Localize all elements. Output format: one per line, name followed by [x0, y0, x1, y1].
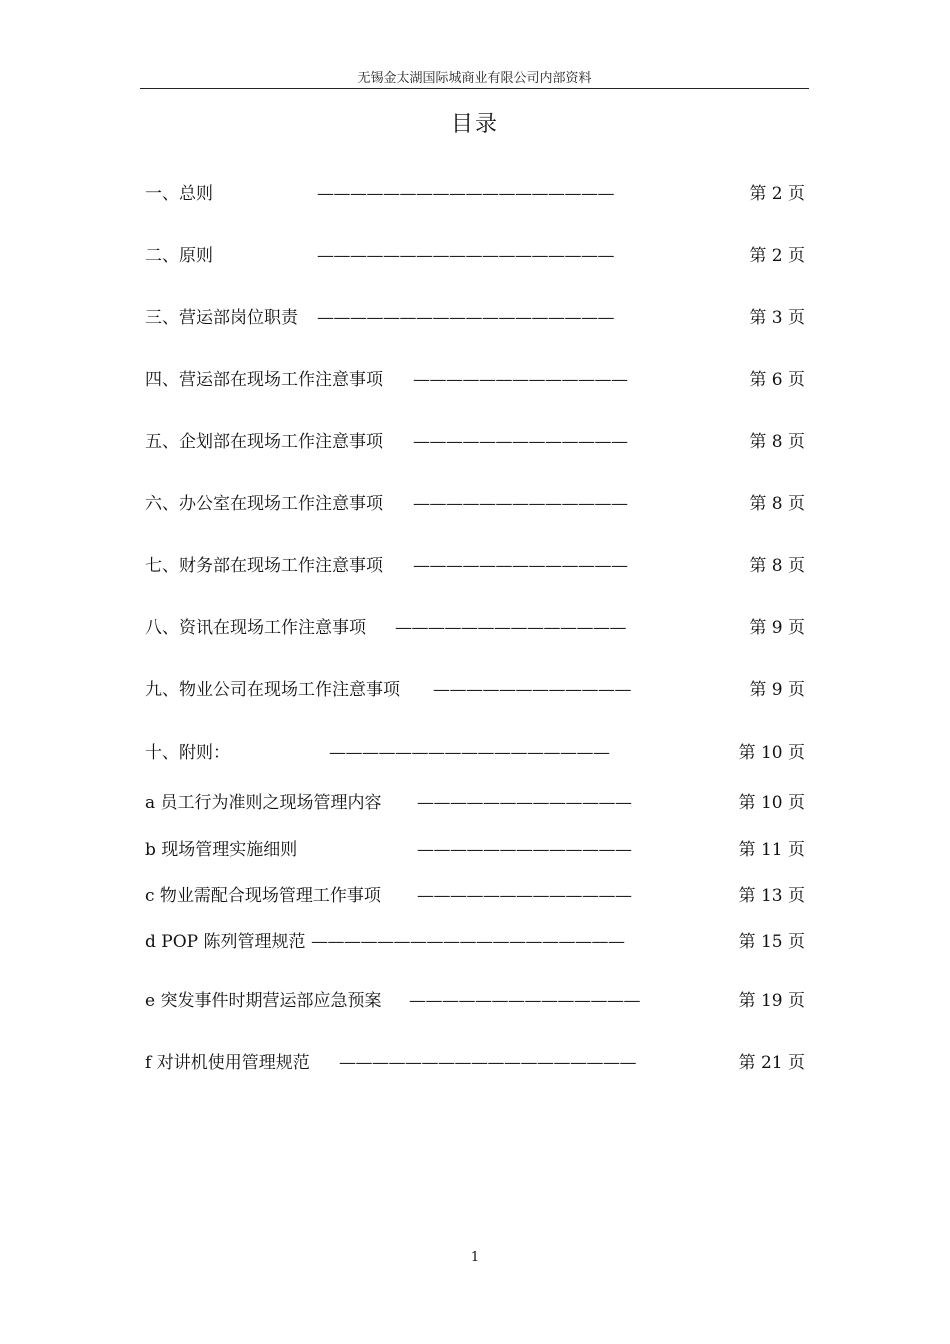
toc-entry-page: 第 9 页 [749, 680, 805, 700]
toc-entry-label: 八、资讯在现场工作注意事项 [145, 618, 366, 638]
toc-entry-leader: ————————————— [413, 494, 628, 514]
toc-entry-label: d POP 陈列管理规范 [145, 932, 306, 952]
toc-entry-page: 第 8 页 [749, 556, 805, 576]
toc-entry-page: 第 2 页 [749, 246, 805, 266]
toc-entry-leader: —————————————————— [317, 246, 614, 266]
toc-entry-label: 五、企划部在现场工作注意事项 [145, 432, 383, 452]
toc-entry[interactable] [145, 306, 805, 330]
toc-entry[interactable] [145, 678, 805, 702]
toc-entry-leader: ——————————————————— [311, 932, 625, 952]
toc-entry-leader: ————————————— [413, 556, 628, 576]
toc-entry-leader: ————————————— [413, 432, 628, 452]
toc-entry-label: a 员工行为准则之现场管理内容 [145, 793, 382, 813]
toc-entry-page: 第 8 页 [749, 432, 805, 452]
toc-entry-leader: —————————————————— [317, 308, 614, 328]
toc-entry-page: 第 8 页 [749, 494, 805, 514]
toc-entry-page: 第 13 页 [738, 886, 805, 906]
page-number: 1 [470, 1250, 480, 1265]
toc-entry-page: 第 3 页 [749, 308, 805, 328]
toc-entry-page: 第 19 页 [738, 991, 805, 1011]
toc-entry[interactable] [145, 930, 805, 954]
toc-entry-leader: ————————————— [417, 886, 632, 906]
toc-entry[interactable] [145, 554, 805, 578]
toc-entry-label: 九、物业公司在现场工作注意事项 [145, 680, 400, 700]
toc-entry-label: 四、营运部在现场工作注意事项 [145, 370, 383, 390]
toc-entry[interactable] [145, 1051, 805, 1075]
toc-entry-label: 一、总则 [145, 184, 213, 204]
toc-entry-label: b 现场管理实施细则 [145, 840, 298, 860]
toc-entry[interactable] [145, 368, 805, 392]
toc-entry-label: e 突发事件时期营运部应急预案 [145, 991, 382, 1011]
toc-entry-page: 第 10 页 [738, 793, 805, 813]
toc-entry[interactable] [145, 492, 805, 516]
toc-entry-page: 第 2 页 [749, 184, 805, 204]
toc-entry-label: 十、附则： [145, 743, 230, 763]
toc-entry-page: 第 10 页 [738, 743, 805, 763]
toc-entry-leader: ————————————— [417, 793, 632, 813]
toc-entry-label: 二、原则 [145, 246, 213, 266]
toc-entry-page: 第 9 页 [749, 618, 805, 638]
toc-entry-leader: —————————————— [409, 991, 640, 1011]
toc-entry[interactable] [145, 838, 805, 862]
toc-entry-page: 第 21 页 [738, 1053, 805, 1073]
toc-entry-label: 七、财务部在现场工作注意事项 [145, 556, 383, 576]
toc-entry-leader: ————————————————— [329, 743, 610, 763]
toc-entry-label: f 对讲机使用管理规范 [145, 1053, 310, 1073]
toc-entry[interactable] [145, 182, 805, 206]
toc-entry-label: 六、办公室在现场工作注意事项 [145, 494, 383, 514]
toc-entry[interactable] [145, 791, 805, 815]
toc-entry-page: 第 11 页 [738, 840, 805, 860]
header-rule [140, 88, 809, 89]
toc-entry[interactable] [145, 244, 805, 268]
toc-title: 目录 [450, 112, 499, 137]
toc-entry[interactable] [145, 616, 805, 640]
toc-entry-leader: —————————————————— [317, 184, 614, 204]
toc-entry[interactable] [145, 884, 805, 908]
toc-entry-leader: —————————————— [395, 618, 626, 638]
toc-entry-label: c 物业需配合现场管理工作事项 [145, 886, 381, 906]
toc-entry-page: 第 6 页 [749, 370, 805, 390]
toc-entry[interactable] [145, 430, 805, 454]
toc-entry-leader: ————————————— [417, 840, 632, 860]
toc-entry-leader: ————————————— [413, 370, 628, 390]
toc-entry-label: 三、营运部岗位职责 [145, 308, 298, 328]
toc-entry-page: 第 15 页 [738, 932, 805, 952]
toc-entry[interactable] [145, 989, 805, 1013]
document-header: 无锡金太湖国际城商业有限公司内部资料 [357, 71, 592, 86]
toc-entry-leader: —————————————————— [339, 1053, 636, 1073]
toc-entry[interactable] [145, 741, 805, 765]
toc-entry-leader: ———————————— [433, 680, 631, 700]
